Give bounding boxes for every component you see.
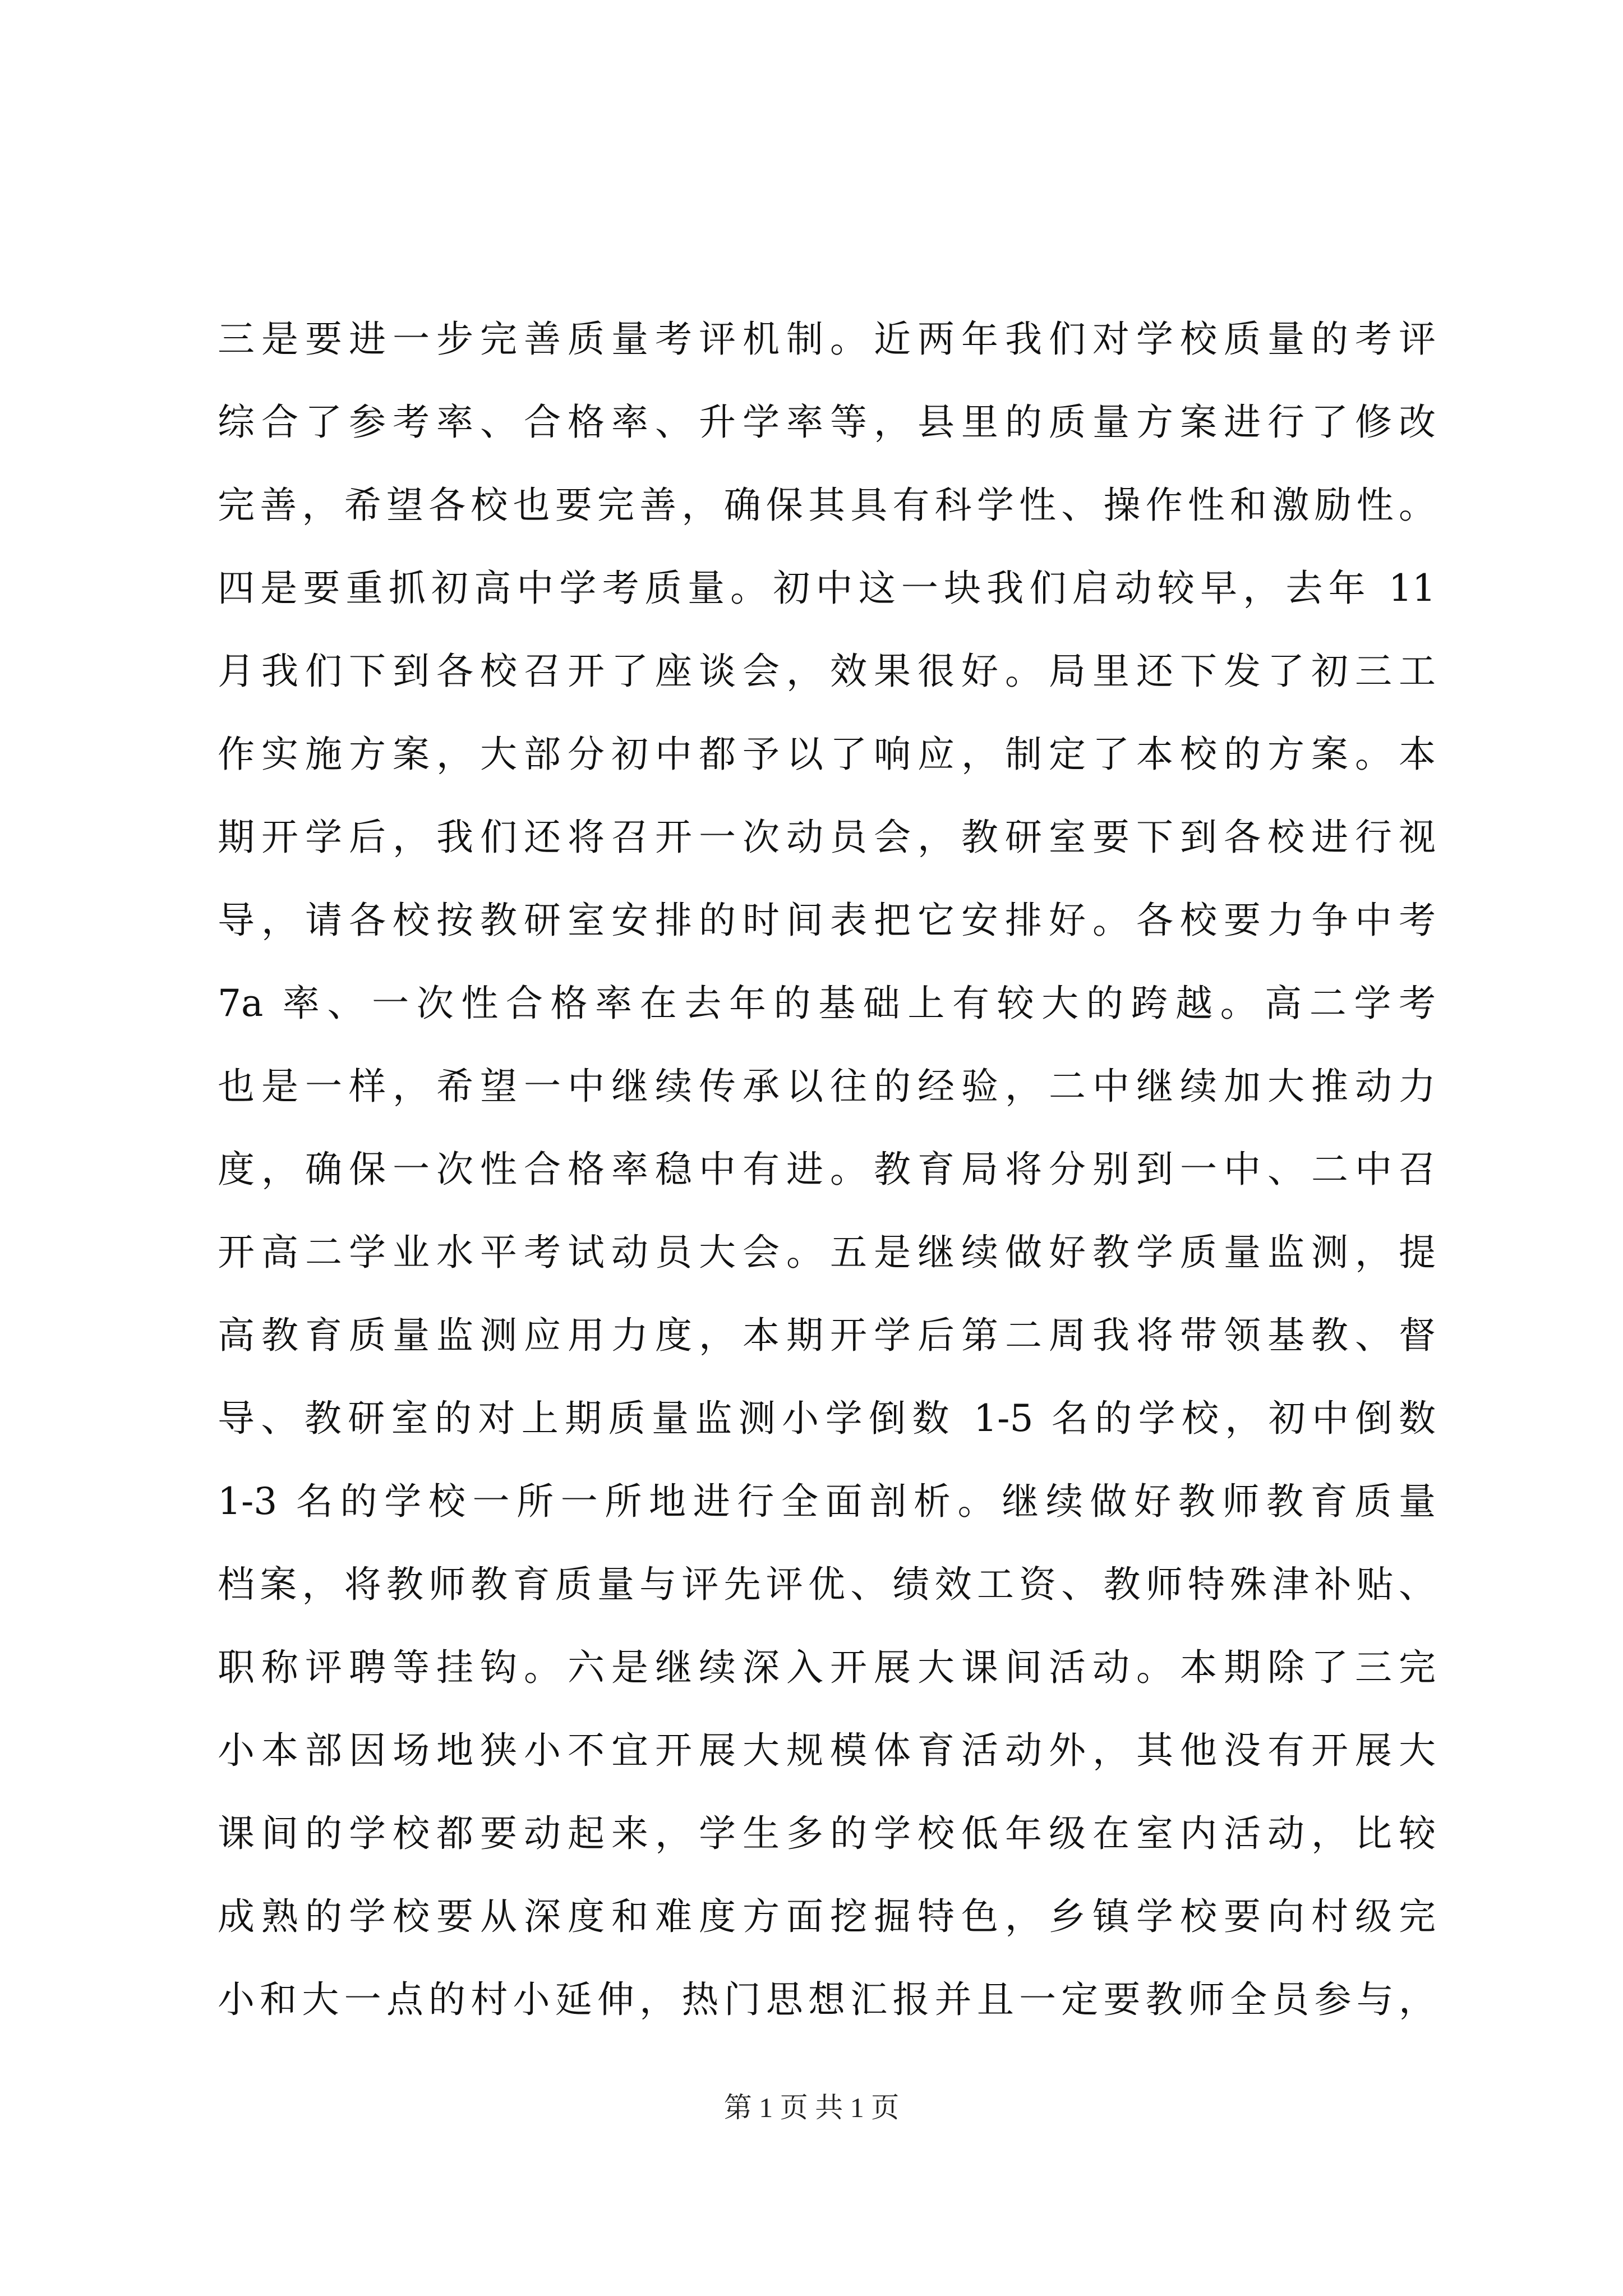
text-line: 导、教研室的对上期质量监测小学倒数 1-5 名的学校，初中倒数	[218, 1397, 1436, 1440]
text-line: 也是一样，希望一中继续传承以往的经验，二中继续加大推动力	[218, 1065, 1436, 1108]
text-line: 期开学后，我们还将召开一次动员会，教研室要下到各校进行视	[218, 816, 1436, 859]
text-line: 成熟的学校要从深度和难度方面挖掘特色，乡镇学校要向村级完	[218, 1895, 1436, 1938]
text-line: 1-3 名的学校一所一所地进行全面剖析。继续做好教师教育质量	[218, 1480, 1436, 1523]
text-line: 小和大一点的村小延伸，热门思想汇报并且一定要教师全员参与，	[218, 1978, 1436, 2021]
body-text	[218, 298, 1436, 2041]
text-line: 月我们下到各校召开了座谈会，效果很好。局里还下发了初三工	[218, 650, 1436, 693]
text-line: 课间的学校都要动起来，学生多的学校低年级在室内活动，比较	[218, 1812, 1436, 1855]
text-line: 高教育质量监测应用力度，本期开学后第二周我将带领基教、督	[218, 1314, 1436, 1357]
text-line: 综合了参考率、合格率、升学率等，县里的质量方案进行了修改	[218, 401, 1436, 444]
text-line: 四是要重抓初高中学考质量。初中这一块我们启动较早，去年 11	[218, 567, 1436, 610]
text-line: 导，请各校按教研室安排的时间表把它安排好。各校要力争中考	[218, 899, 1436, 942]
text-line: 档案，将教师教育质量与评先评优、绩效工资、教师特殊津补贴、	[218, 1563, 1436, 1606]
text-line: 开高二学业水平考试动员大会。五是继续做好教学质量监测，提	[218, 1231, 1436, 1274]
text-line: 7a 率、一次性合格率在去年的基础上有较大的跨越。高二学考	[218, 982, 1436, 1025]
text-line: 作实施方案，大部分初中都予以了响应，制定了本校的方案。本	[218, 733, 1436, 776]
text-line: 小本部因场地狭小不宜开展大规模体育活动外，其他没有开展大	[218, 1729, 1436, 1772]
text-line: 职称评聘等挂钩。六是继续深入开展大课间活动。本期除了三完	[218, 1646, 1436, 1689]
text-line: 度，确保一次性合格率稳中有进。教育局将分别到一中、二中召	[218, 1148, 1436, 1191]
text-line: 完善，希望各校也要完善，确保其具有科学性、操作性和激励性。	[218, 484, 1436, 527]
text-line: 三是要进一步完善质量考评机制。近两年我们对学校质量的考评	[218, 318, 1436, 361]
page-footer: 第 1 页 共 1 页	[723, 2092, 900, 2123]
